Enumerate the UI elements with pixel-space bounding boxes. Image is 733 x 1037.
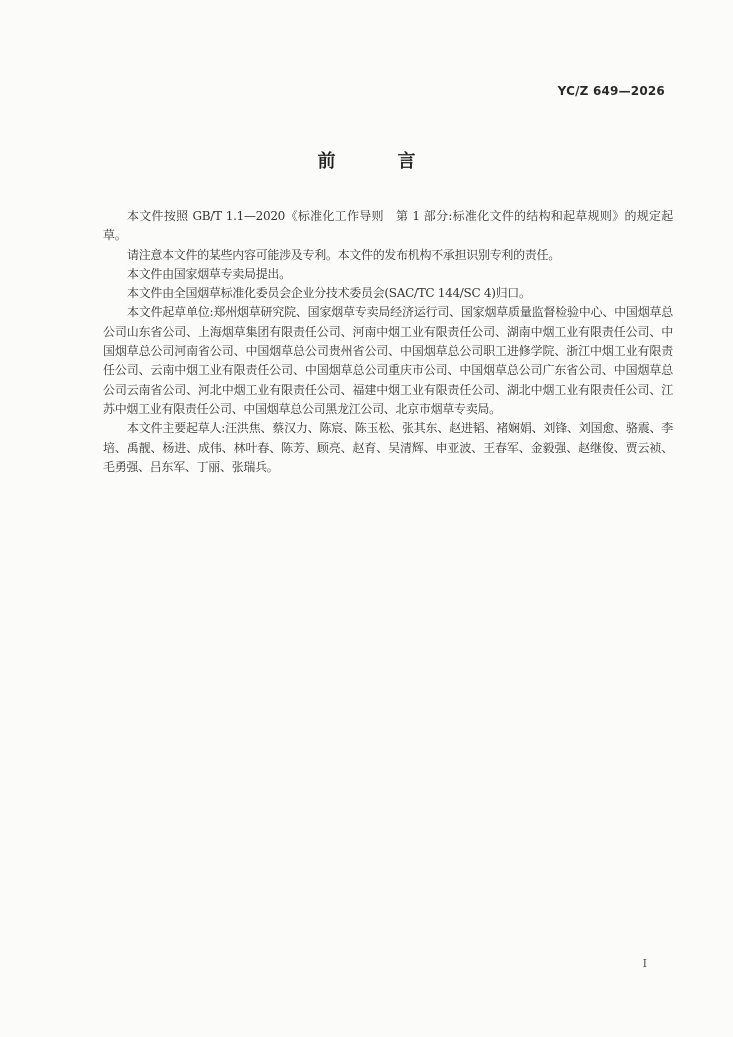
- document-code: YC/Z 649—2026: [557, 84, 665, 98]
- page-number: I: [642, 957, 647, 970]
- foreword-body: [103, 207, 673, 477]
- paragraph-drafting-rules: 本文件按照 GB/T 1.1—2020《标准化工作导则 第 1 部分:标准化文件的结构和起草规则》的规定起草。: [103, 209, 673, 243]
- paragraph-drafting-units: 本文件起草单位:郑州烟草研究院、国家烟草专卖局经济运行司、国家烟草质量监督检验中心、中国烟草总公司山东省公司、上海烟草集团有限责任公司、河南中烟工业有限责任公司、湖南中烟工业有限责任公司、中国烟草总公司河南省公司、中国烟草总公司贵州省公司、中国烟草总公司职工进修学院、浙江中烟工业有限责任公司、云南中烟工业有限责任公司、中国烟草总公司重庆市公司、中国烟草总公司广东省公司、中国烟草总公司云南省公司、河北中烟工业有限责任公司、福建中烟工业有限责任公司、湖北中烟工业有限责任公司、江苏中烟工业有限责任公司、中国烟草总公司黑龙江公司、北京市烟草专卖局。: [103, 305, 673, 416]
- paragraph-drafters: 本文件主要起草人:汪洪焦、蔡汉力、陈宸、陈玉松、张其东、赵进韬、褚娴娟、刘锋、刘国愈、骆震、李培、禹靓、杨进、成伟、林叶春、陈芳、顾亮、赵育、吴清辉、申亚波、王春军、金毅强、赵继俊、贾云祯、毛勇强、吕东军、丁丽、张瑞兵。: [103, 421, 673, 474]
- paragraph-administrator: 本文件由全国烟草标准化委员会企业分技术委员会(SAC/TC 144/SC 4)归口。: [127, 286, 531, 301]
- page-title: 前 言: [317, 151, 438, 172]
- paragraph-patent-notice: 请注意本文件的某些内容可能涉及专利。本文件的发布机构不承担识别专利的责任。: [127, 247, 560, 262]
- paragraph-proposer: 本文件由国家烟草专卖局提出。: [127, 266, 291, 281]
